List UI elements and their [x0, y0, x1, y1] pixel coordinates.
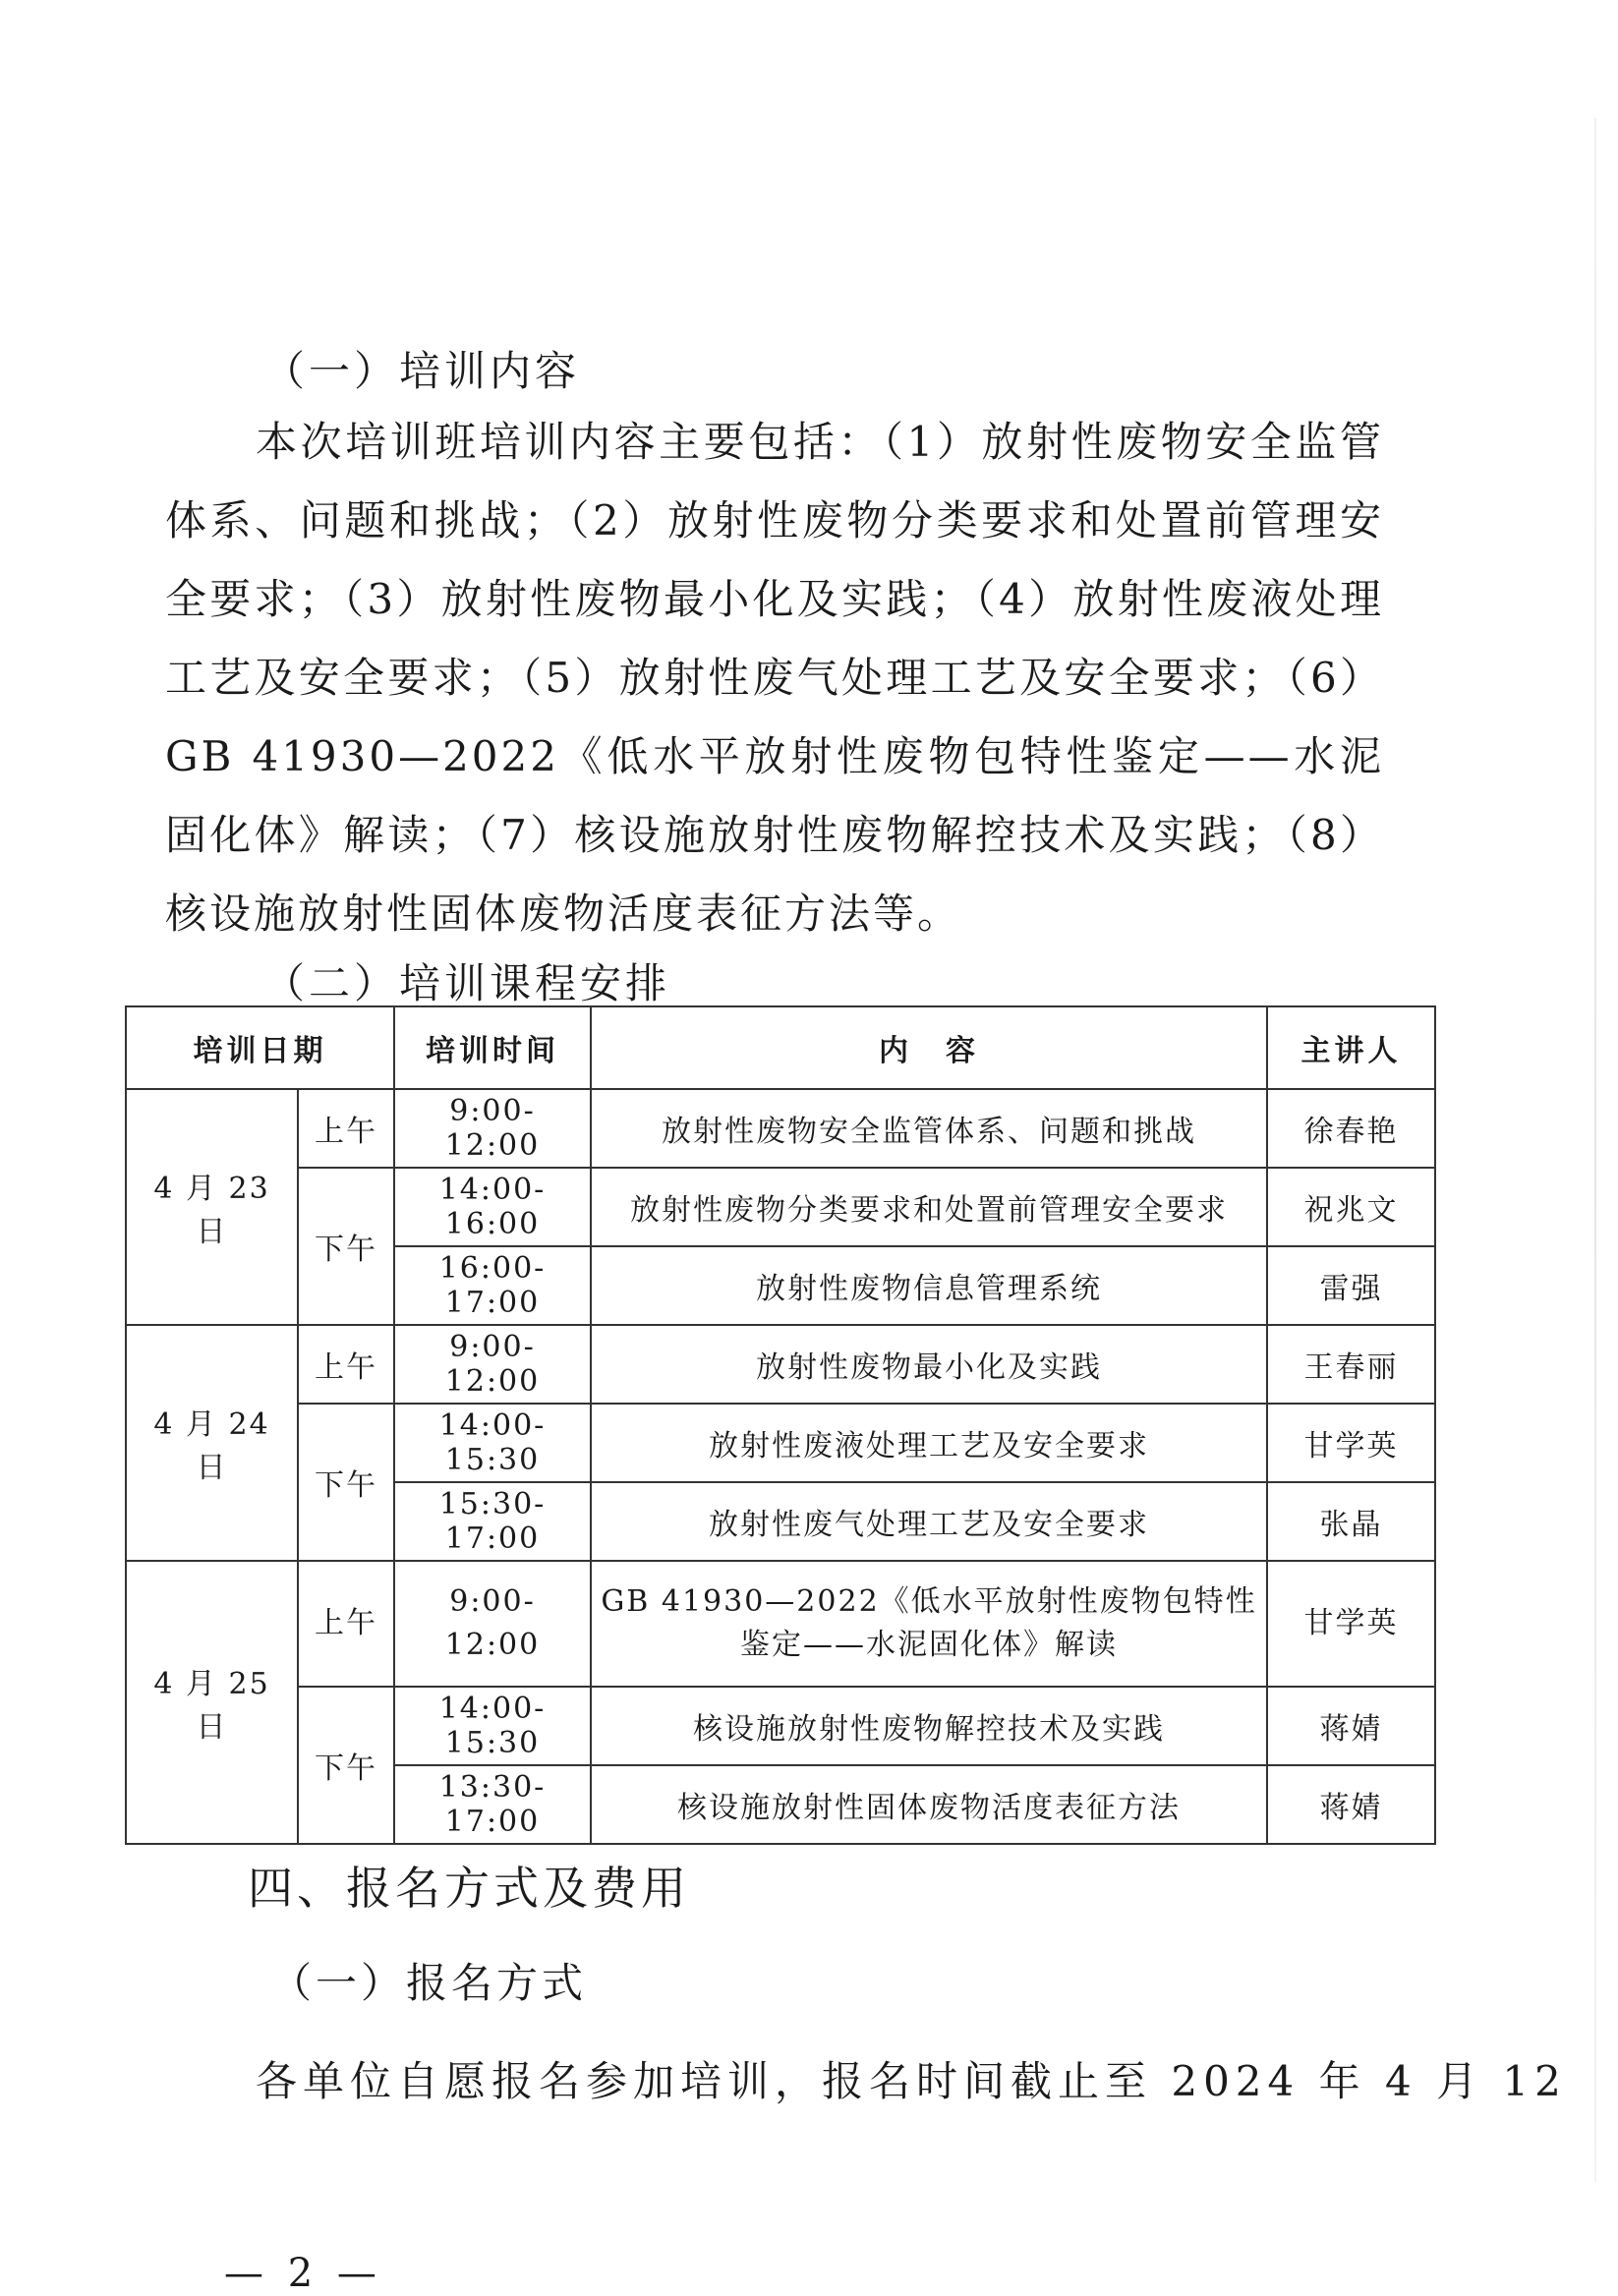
table-row: [126, 1168, 1435, 1246]
period-cell: 下午: [298, 1687, 394, 1844]
heading-course-schedule: （二）培训课程安排: [263, 959, 671, 1007]
period-cell: 下午: [298, 1168, 394, 1325]
table-row: [126, 1089, 1435, 1168]
schedule-table: [125, 1005, 1436, 1845]
time-cell: 16:00-17:00: [394, 1246, 591, 1325]
scan-edge-shadow: [1594, 118, 1596, 2182]
table-row: [126, 1687, 1435, 1765]
content-cell: 放射性废气处理工艺及安全要求: [591, 1482, 1267, 1561]
period-cell: 上午: [298, 1089, 394, 1168]
header-date: 培训日期: [126, 1006, 394, 1089]
period-cell: 下午: [298, 1404, 394, 1561]
registration-text: 各单位自愿报名参加培训，报名时间截止至 2024 年 4 月 12: [256, 2057, 1567, 2105]
time-cell: 14:00-15:30: [394, 1404, 591, 1482]
speaker-cell: 张晶: [1267, 1482, 1435, 1561]
table-row: [126, 1325, 1435, 1404]
time-cell: 9:00-12:00: [394, 1325, 591, 1404]
time-cell: 9:00-12:00: [394, 1089, 591, 1168]
time-cell: 15:30-17:00: [394, 1482, 591, 1561]
period-cell: 上午: [298, 1325, 394, 1404]
date-cell: 4 月 23 日: [126, 1089, 298, 1325]
page-number: — 2 —: [224, 2251, 382, 2296]
header-speaker: 主讲人: [1267, 1006, 1435, 1089]
time-cell: 13:30-17:00: [394, 1765, 591, 1844]
content-cell: 放射性废物安全监管体系、问题和挑战: [591, 1089, 1267, 1168]
table-header-row: [126, 1006, 1435, 1089]
speaker-cell: 王春丽: [1267, 1325, 1435, 1404]
training-content-paragraph: [165, 403, 1384, 953]
heading-training-content: （一）培训内容: [263, 347, 581, 395]
speaker-cell: 甘学英: [1267, 1404, 1435, 1482]
header-content: 内 容: [591, 1006, 1267, 1089]
content-cell: 放射性废物分类要求和处置前管理安全要求: [591, 1168, 1267, 1246]
content-cell: 放射性废液处理工艺及安全要求: [591, 1404, 1267, 1482]
date-cell: 4 月 24 日: [126, 1325, 298, 1561]
speaker-cell: 祝兆文: [1267, 1168, 1435, 1246]
time-cell: 9:00-12:00: [394, 1561, 591, 1687]
table-row: [126, 1404, 1435, 1482]
speaker-cell: 甘学英: [1267, 1561, 1435, 1687]
speaker-cell: 蒋婧: [1267, 1765, 1435, 1844]
time-cell: 14:00-16:00: [394, 1168, 591, 1246]
content-cell: 放射性废物最小化及实践: [591, 1325, 1267, 1404]
paragraph-text: 本次培训班培训内容主要包括：（1）放射性废物安全监管体系、问题和挑战；（2）放射性废物分类要求和处置前管理安全要求；（3）放射性废物最小化及实践；（4）放射性废液处理工艺及安全要求；（5）放射性废气处理工艺及安全要求；（6）GB 41930—2022《低水平放射性废物包特性鉴定——水泥固化体》解读；（7）核设施放射性废物解控技术及实践；（8）核设施放射性固体废物活度表征方法等。: [165, 418, 1384, 938]
speaker-cell: 徐春艳: [1267, 1089, 1435, 1168]
date-cell: 4 月 25 日: [126, 1561, 298, 1844]
period-cell: 上午: [298, 1561, 394, 1687]
speaker-cell: 雷强: [1267, 1246, 1435, 1325]
content-cell: 核设施放射性废物解控技术及实践: [591, 1687, 1267, 1765]
table-row: [126, 1561, 1435, 1687]
content-cell: 放射性废物信息管理系统: [591, 1246, 1267, 1325]
heading-registration-method: （一）报名方式: [270, 1959, 588, 2007]
section-title-registration: 四、报名方式及费用: [248, 1862, 690, 1915]
time-cell: 14:00-15:30: [394, 1687, 591, 1765]
speaker-cell: 蒋婧: [1267, 1687, 1435, 1765]
content-cell: 核设施放射性固体废物活度表征方法: [591, 1765, 1267, 1844]
content-cell: GB 41930—2022《低水平放射性废物包特性鉴定——水泥固化体》解读: [591, 1561, 1267, 1687]
header-time: 培训时间: [394, 1006, 591, 1089]
